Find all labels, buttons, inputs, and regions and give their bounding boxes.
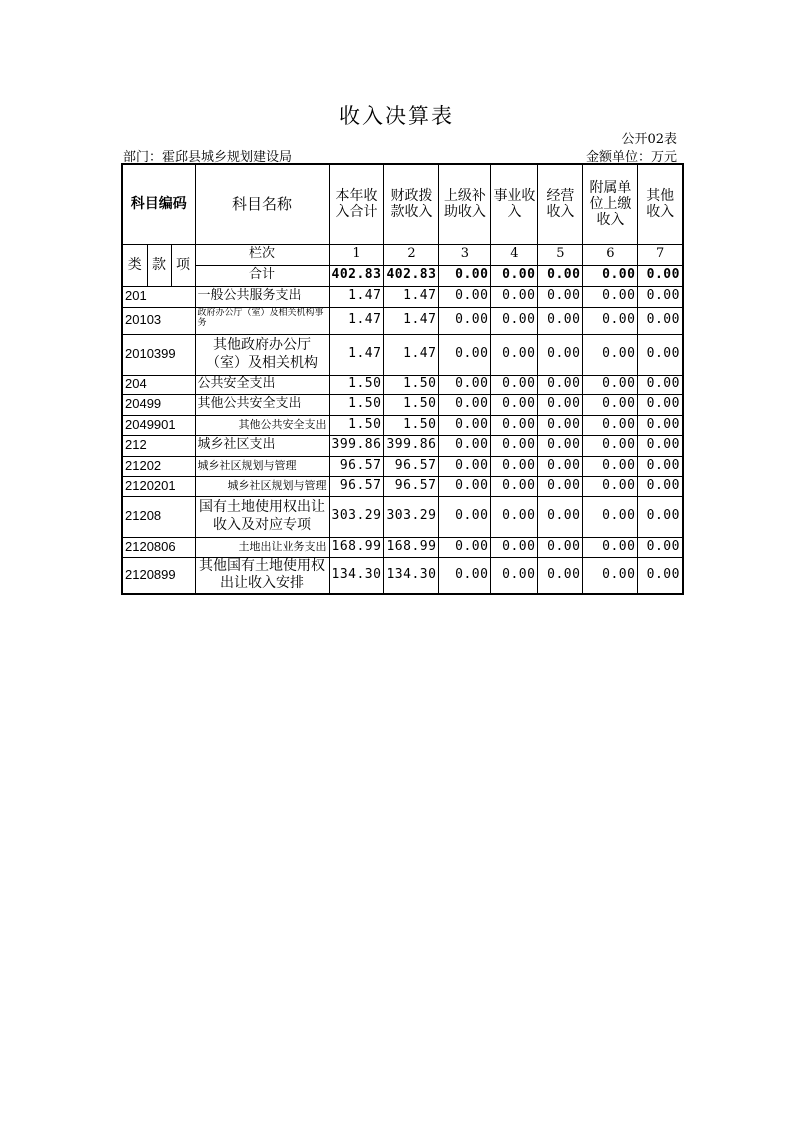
amount-cell: 0.00 xyxy=(638,375,683,394)
amount-cell: 0.00 xyxy=(638,557,683,594)
income-table xyxy=(121,163,684,595)
amount-cell: 1.50 xyxy=(384,394,439,415)
totals-row xyxy=(122,265,683,286)
header-xiang: 项 xyxy=(171,244,195,286)
header-operating: 经营收入 xyxy=(538,164,583,244)
total-value: 0.00 xyxy=(439,265,491,286)
subject-name: 其他公共安全支出 xyxy=(195,415,329,435)
subject-code: 2120899 xyxy=(122,557,195,594)
total-value: 402.83 xyxy=(384,265,439,286)
amount-cell: 0.00 xyxy=(538,435,583,456)
total-label: 合计 xyxy=(195,265,329,286)
subject-name: 其他国有土地使用权出让收入安排 xyxy=(195,557,329,594)
column-number: 3 xyxy=(439,244,491,265)
department-label: 部门：霍邱县城乡规划建设局 xyxy=(123,150,293,165)
amount-cell: 0.00 xyxy=(491,496,538,537)
amount-cell: 0.00 xyxy=(538,286,583,307)
amount-cell: 0.00 xyxy=(491,537,538,557)
amount-cell: 0.00 xyxy=(439,375,491,394)
amount-cell: 0.00 xyxy=(638,286,683,307)
amount-cell: 1.50 xyxy=(384,415,439,435)
amount-cell: 303.29 xyxy=(384,496,439,537)
amount-cell: 0.00 xyxy=(491,456,538,476)
amount-cell: 399.86 xyxy=(329,435,384,456)
amount-cell: 1.47 xyxy=(329,334,384,375)
amount-cell: 0.00 xyxy=(538,557,583,594)
table-row xyxy=(122,557,683,594)
table-row xyxy=(122,415,683,435)
amount-cell: 0.00 xyxy=(439,307,491,334)
amount-cell: 1.47 xyxy=(384,286,439,307)
amount-cell: 0.00 xyxy=(583,476,638,496)
amount-cell: 1.47 xyxy=(384,307,439,334)
header-kuan: 款 xyxy=(147,244,171,286)
subject-code: 20103 xyxy=(122,307,195,334)
subject-name: 其他政府办公厅（室）及相关机构 xyxy=(195,334,329,375)
subject-code: 20499 xyxy=(122,394,195,415)
header-business: 事业收入 xyxy=(491,164,538,244)
amount-cell: 0.00 xyxy=(538,456,583,476)
amount-cell: 0.00 xyxy=(439,394,491,415)
amount-cell: 0.00 xyxy=(638,334,683,375)
amount-cell: 0.00 xyxy=(638,415,683,435)
amount-cell: 0.00 xyxy=(638,456,683,476)
amount-cell: 0.00 xyxy=(583,334,638,375)
amount-cell: 0.00 xyxy=(538,415,583,435)
amount-cell: 0.00 xyxy=(583,307,638,334)
amount-cell: 0.00 xyxy=(491,286,538,307)
amount-cell: 0.00 xyxy=(583,415,638,435)
amount-cell: 1.50 xyxy=(329,394,384,415)
column-number-row xyxy=(122,244,683,265)
amount-cell: 0.00 xyxy=(439,334,491,375)
header-lei: 类 xyxy=(122,244,147,286)
amount-cell: 0.00 xyxy=(491,334,538,375)
amount-cell: 0.00 xyxy=(439,435,491,456)
amount-cell: 0.00 xyxy=(439,537,491,557)
amount-cell: 0.00 xyxy=(538,394,583,415)
column-number: 6 xyxy=(583,244,638,265)
header-affiliated: 附属单位上缴收入 xyxy=(583,164,638,244)
amount-unit-label: 金额单位：万元 xyxy=(585,150,677,165)
amount-cell: 134.30 xyxy=(329,557,384,594)
amount-cell: 0.00 xyxy=(583,496,638,537)
table-row xyxy=(122,476,683,496)
amount-cell: 0.00 xyxy=(638,537,683,557)
total-value: 402.83 xyxy=(329,265,384,286)
amount-cell: 0.00 xyxy=(583,537,638,557)
amount-cell: 96.57 xyxy=(384,456,439,476)
amount-cell: 0.00 xyxy=(491,557,538,594)
amount-cell: 0.00 xyxy=(491,415,538,435)
column-number-label: 栏次 xyxy=(195,244,329,265)
amount-cell: 0.00 xyxy=(439,496,491,537)
amount-cell: 0.00 xyxy=(439,476,491,496)
header-row xyxy=(122,164,683,244)
header-fiscal: 财政拨款收入 xyxy=(384,164,439,244)
subject-code: 21208 xyxy=(122,496,195,537)
amount-cell: 0.00 xyxy=(491,476,538,496)
table-row xyxy=(122,394,683,415)
subject-code: 201 xyxy=(122,286,195,307)
amount-cell: 0.00 xyxy=(638,394,683,415)
column-number: 5 xyxy=(538,244,583,265)
amount-cell: 1.50 xyxy=(329,415,384,435)
amount-cell: 0.00 xyxy=(583,435,638,456)
amount-cell: 1.47 xyxy=(384,334,439,375)
amount-cell: 0.00 xyxy=(491,394,538,415)
column-number: 1 xyxy=(329,244,384,265)
amount-cell: 0.00 xyxy=(538,496,583,537)
amount-cell: 0.00 xyxy=(638,496,683,537)
amount-cell: 96.57 xyxy=(384,476,439,496)
header-subject-name: 科目名称 xyxy=(195,164,329,244)
amount-cell: 0.00 xyxy=(583,557,638,594)
amount-cell: 0.00 xyxy=(583,286,638,307)
total-value: 0.00 xyxy=(638,265,683,286)
column-number: 4 xyxy=(491,244,538,265)
subject-name: 国有土地使用权出让收入及对应专项 xyxy=(195,496,329,537)
amount-cell: 0.00 xyxy=(491,375,538,394)
subject-name: 土地出让业务支出 xyxy=(195,537,329,557)
amount-cell: 168.99 xyxy=(329,537,384,557)
amount-cell: 0.00 xyxy=(583,375,638,394)
table-row xyxy=(122,537,683,557)
table-row xyxy=(122,286,683,307)
subject-code: 21202 xyxy=(122,456,195,476)
amount-cell: 0.00 xyxy=(439,557,491,594)
amount-cell: 0.00 xyxy=(638,435,683,456)
total-value: 0.00 xyxy=(538,265,583,286)
header-other: 其他收入 xyxy=(638,164,683,244)
amount-cell: 168.99 xyxy=(384,537,439,557)
amount-cell: 303.29 xyxy=(329,496,384,537)
amount-cell: 1.47 xyxy=(329,307,384,334)
table-row xyxy=(122,496,683,537)
total-value: 0.00 xyxy=(583,265,638,286)
amount-cell: 0.00 xyxy=(538,537,583,557)
subject-name: 政府办公厅（室）及相关机构事务 xyxy=(195,307,329,334)
amount-cell: 1.50 xyxy=(384,375,439,394)
amount-cell: 0.00 xyxy=(538,476,583,496)
amount-cell: 0.00 xyxy=(583,394,638,415)
form-number: 公开02表 xyxy=(621,132,677,147)
subject-code: 212 xyxy=(122,435,195,456)
subject-name: 其他公共安全支出 xyxy=(195,394,329,415)
table-row xyxy=(122,307,683,334)
amount-cell: 0.00 xyxy=(638,476,683,496)
subject-name: 公共安全支出 xyxy=(195,375,329,394)
amount-cell: 0.00 xyxy=(638,307,683,334)
amount-cell: 1.50 xyxy=(329,375,384,394)
subject-name: 城乡社区规划与管理 xyxy=(195,456,329,476)
table-row xyxy=(122,435,683,456)
header-subject-code: 科目编码 xyxy=(122,164,195,244)
page-title: 收入决算表 xyxy=(339,104,454,128)
subject-code: 2010399 xyxy=(122,334,195,375)
amount-cell: 0.00 xyxy=(439,286,491,307)
column-number: 2 xyxy=(384,244,439,265)
amount-cell: 0.00 xyxy=(538,334,583,375)
amount-cell: 96.57 xyxy=(329,456,384,476)
subject-name: 城乡社区支出 xyxy=(195,435,329,456)
amount-cell: 134.30 xyxy=(384,557,439,594)
subject-code: 2120806 xyxy=(122,537,195,557)
total-value: 0.00 xyxy=(491,265,538,286)
header-superior-subsidy: 上级补助收入 xyxy=(439,164,491,244)
header-total-income: 本年收入合计 xyxy=(329,164,384,244)
subject-name: 城乡社区规划与管理 xyxy=(195,476,329,496)
amount-cell: 0.00 xyxy=(491,435,538,456)
amount-cell: 0.00 xyxy=(491,307,538,334)
amount-cell: 0.00 xyxy=(583,456,638,476)
amount-cell: 0.00 xyxy=(538,307,583,334)
subject-code: 204 xyxy=(122,375,195,394)
table-row xyxy=(122,334,683,375)
subject-code: 2049901 xyxy=(122,415,195,435)
subject-code: 2120201 xyxy=(122,476,195,496)
subject-name: 一般公共服务支出 xyxy=(195,286,329,307)
column-number: 7 xyxy=(638,244,683,265)
table-row xyxy=(122,375,683,394)
amount-cell: 0.00 xyxy=(439,456,491,476)
amount-cell: 1.47 xyxy=(329,286,384,307)
amount-cell: 0.00 xyxy=(439,415,491,435)
amount-cell: 96.57 xyxy=(329,476,384,496)
table-row xyxy=(122,456,683,476)
amount-cell: 399.86 xyxy=(384,435,439,456)
amount-cell: 0.00 xyxy=(538,375,583,394)
